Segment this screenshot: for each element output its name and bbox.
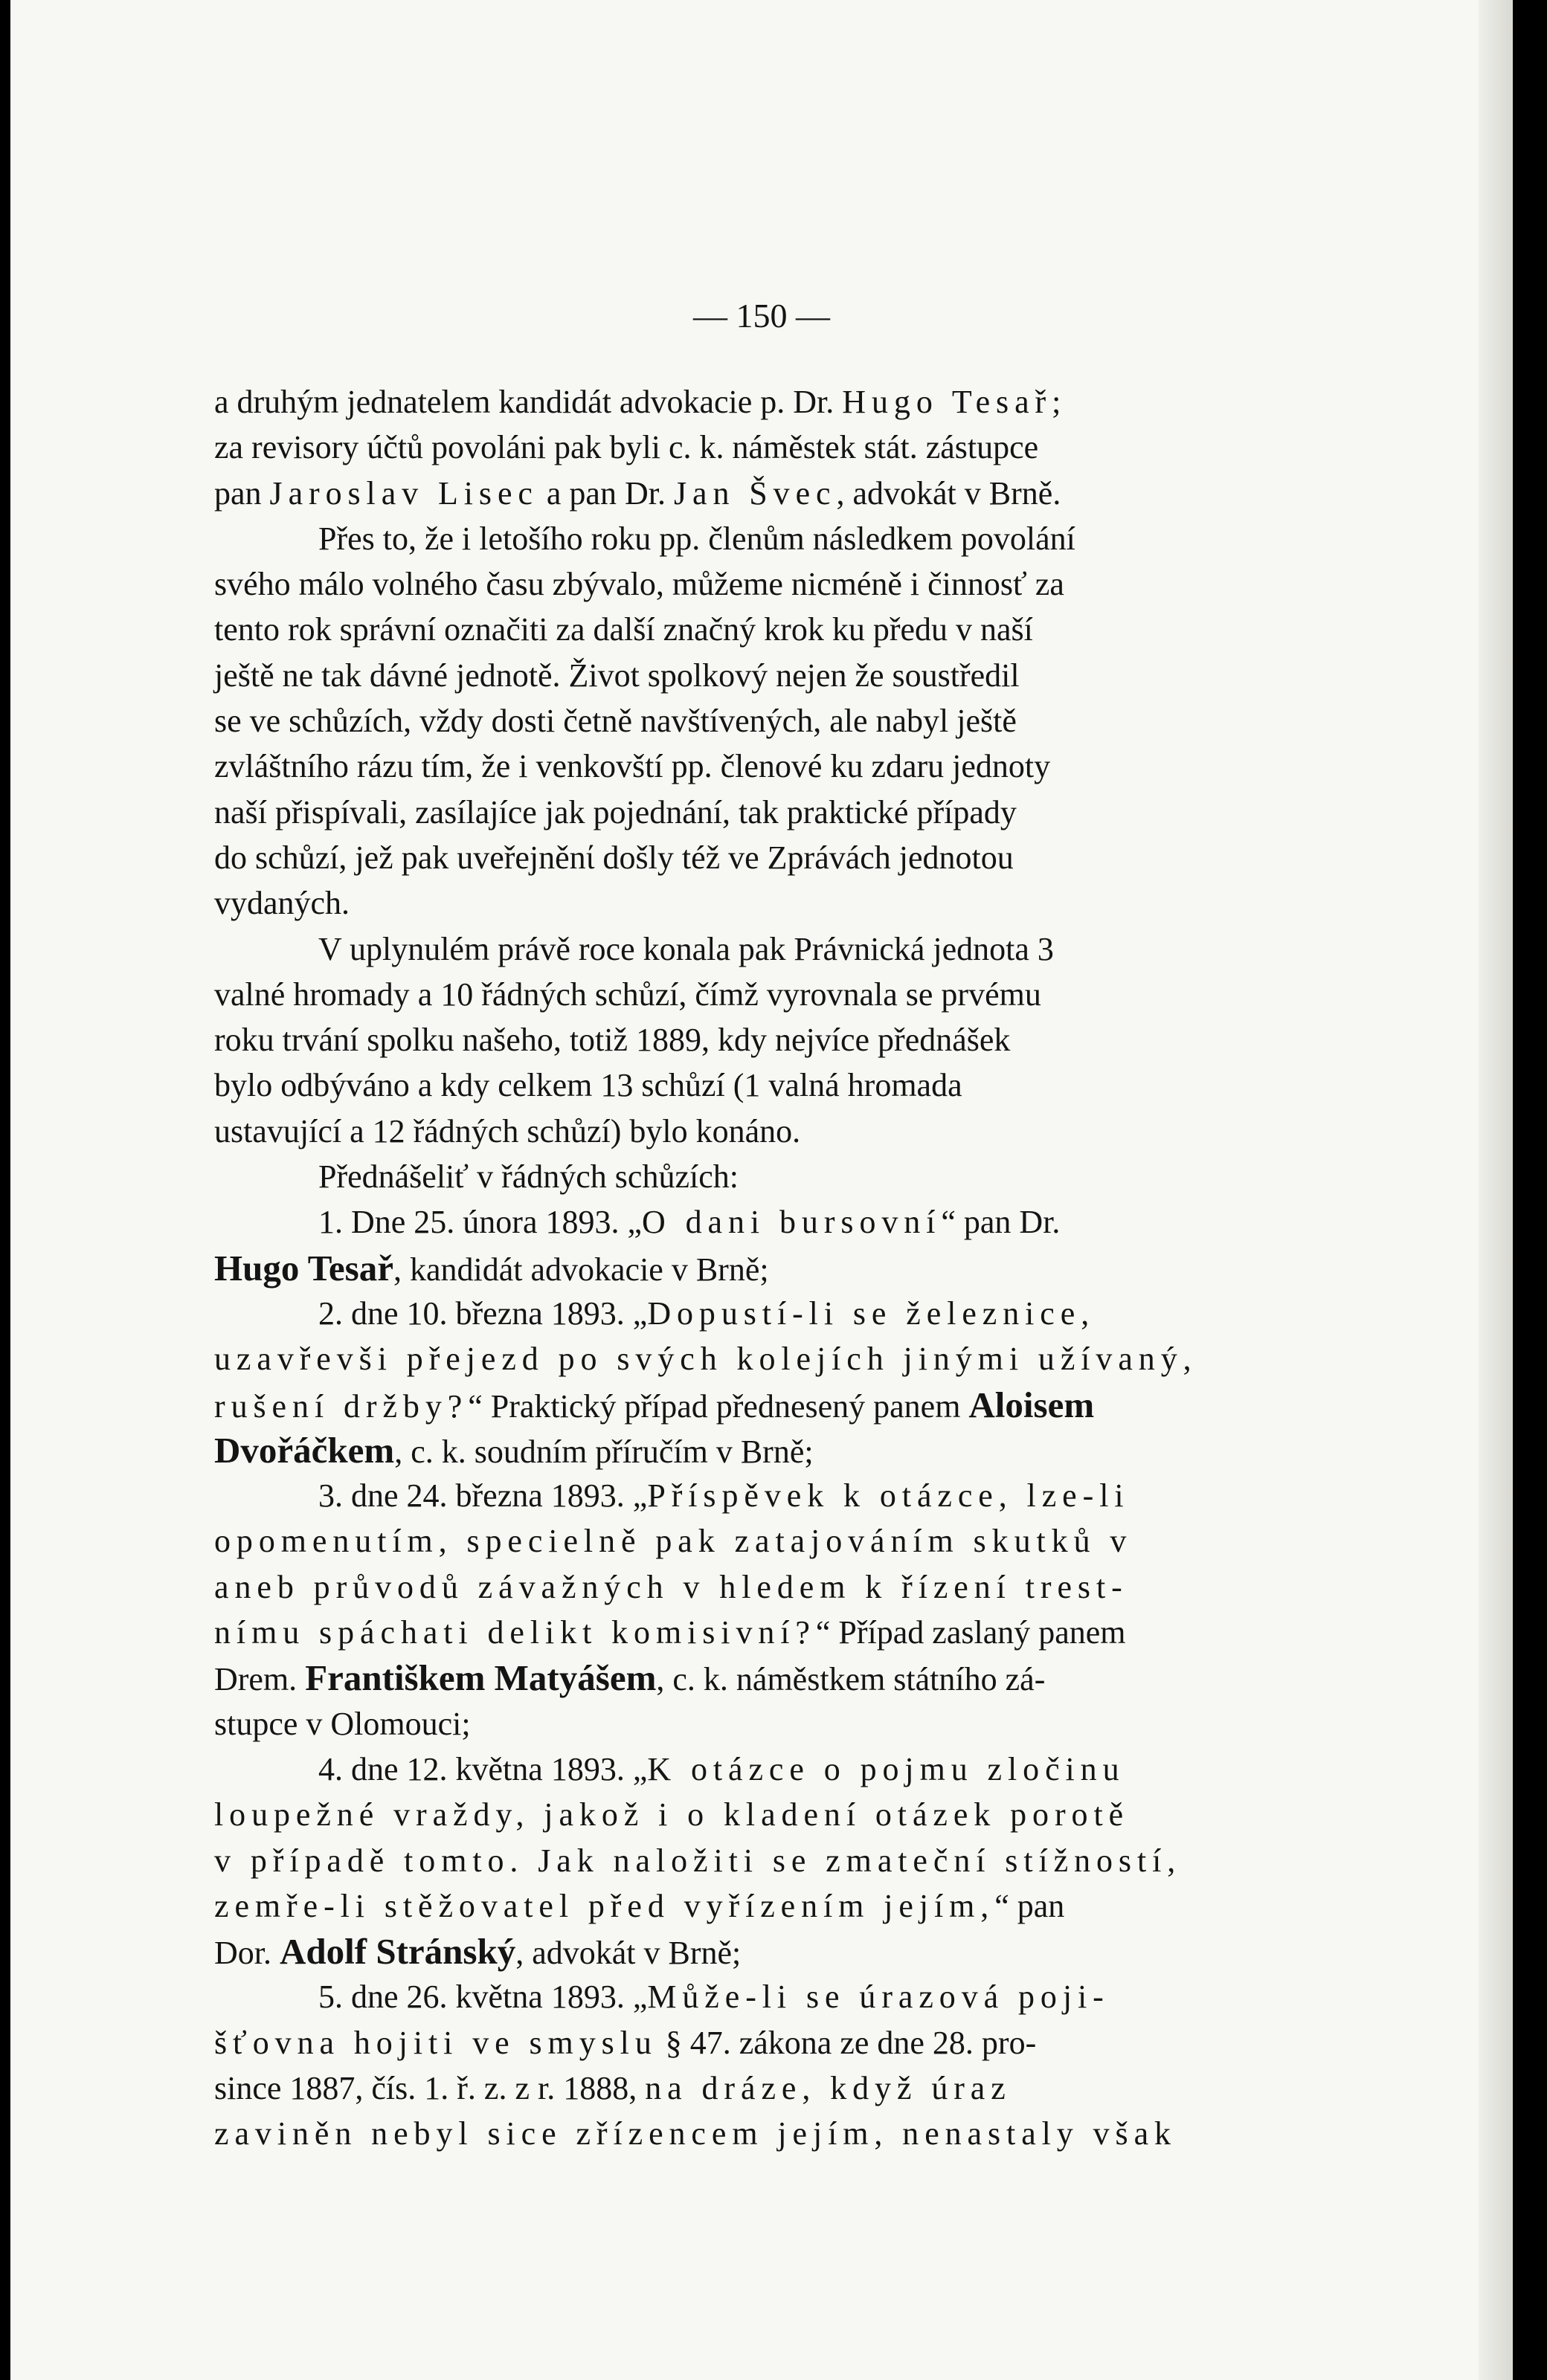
text-line [214,516,1330,561]
text-run: ; [1052,384,1061,420]
text-line [214,1017,1330,1062]
text-run: “ Případ zaslaný panem [815,1614,1126,1651]
text-run: since 1887, čís. 1. ř. z. z r. 1888, [214,2069,646,2106]
spaced-title: Dopustí-li se železnice, [647,1294,1096,1332]
book-page [10,0,1513,2380]
text-run: bylo odbýváno a kdy celkem 13 schůzí (1 valná hromada [214,1067,962,1104]
text-run: , c. k. soudním příručím v Brně; [394,1433,814,1470]
text-run: svého málo volného času zbývalo, můžeme nicméně i činnosť za [214,566,1064,603]
text-line [214,1610,1330,1655]
text-line [214,1929,1330,1974]
text-line [214,744,1330,789]
spaced-title: O dani bursovní [642,1204,942,1241]
spaced-title: Jaroslav Lisec [269,474,538,512]
text-run: ještě ne tak dávné jednotě. Život spolkový nejen že soustředil [214,657,1020,694]
text-line [214,1109,1330,1154]
spaced-title: Hugo Tesař [842,384,1052,420]
text-line [214,2111,1330,2156]
text-line [214,607,1330,652]
text-line [214,1747,1330,1792]
text-run: Drem. [214,1661,306,1698]
text-run: a druhým jednatelem kandidát advokacie p. Dr. [214,384,843,420]
bold-name: Dvořáčkem [214,1429,395,1471]
text-run: V uplynulém právě roce konala pak Právnická jednota 3 [318,930,1054,967]
text-run: 2. dne 10. března 1893. „ [318,1294,648,1332]
text-run: Přes to, že i letošího roku pp. členům následkem povolání [318,520,1075,557]
text-run: , advokát v Brně. [836,474,1061,512]
text-line [214,379,1330,425]
text-line [214,1154,1330,1199]
text-line [214,1883,1330,1929]
text-line [214,1199,1330,1245]
text-run: 4. dne 12. května 1893. „ [318,1750,648,1787]
text-run: 3. dne 24. března 1893. „ [318,1477,648,1515]
text-run: ustavující a 12 řádných schůzí) bylo konáno. [214,1112,801,1149]
text-line [214,926,1330,972]
text-line [214,1701,1330,1747]
spaced-title: Příspěvek k otázce, lze-li [647,1477,1130,1515]
text-run: “ pan [994,1887,1065,1924]
text-run: pan [214,474,270,512]
text-line [214,1792,1330,1837]
text-run: Dor. [214,1935,280,1972]
text-line [214,1974,1330,2019]
text-line [214,561,1330,607]
text-run: valné hromady a 10 řádných schůzí, čímž vyrovnala se prvému [214,975,1041,1013]
spaced-title: Může-li se úrazová poji- [647,1979,1110,2016]
text-line [214,1473,1330,1518]
spaced-title: loupežné vraždy, jakož i o kladení otázek porotě [214,1796,1130,1834]
text-run: a pan Dr. [538,474,674,512]
text-run: stupce v Olomouci; [214,1705,471,1742]
bold-name: Hugo Tesař [214,1247,393,1289]
spaced-title: v případě tomto. Jak naložiti se zmateční stížností, [214,1842,1182,1879]
text-line [214,1518,1330,1564]
text-run: , kandidát advokacie v Brně; [393,1251,769,1288]
text-run: naší přispívali, zasílajíce jak pojednání, tak praktické případy [214,793,1017,831]
text-line [214,2020,1330,2065]
text-run: 1. Dne 25. února 1893. „ [318,1204,643,1241]
text-run: vydaných. [214,885,350,922]
text-line [214,1062,1330,1108]
text-line [214,653,1330,698]
text-line [214,880,1330,926]
text-line [214,1291,1330,1336]
text-run: § 47. zákona ze dne 28. pro- [657,2024,1037,2061]
spaced-title: zaviněn nebyl sice zřízencem jejím, nenastaly však [214,2115,1177,2152]
text-run: Přednášeliť v řádných schůzích: [318,1158,739,1196]
spaced-title: opomenutím, specielně pak zatajováním skutků v [214,1523,1133,1560]
text-run: se ve schůzích, vždy dosti četně navštívených, ale nabyl ještě [214,703,1017,740]
text-line [214,835,1330,880]
page-number: — 150 — [693,297,830,335]
bold-name: Adolf Stránský [280,1931,516,1973]
spaced-title: nímu spáchati delikt komisivní? [214,1614,816,1651]
text-run: , advokát v Brně; [515,1935,742,1972]
text-line [214,1428,1330,1473]
text-run: 5. dne 26. května 1893. „ [318,1979,648,2016]
text-line [214,1245,1330,1291]
text-line [214,425,1330,470]
spaced-title: aneb průvodů závažných v hledem k řízení trest- [214,1568,1128,1605]
text-line [214,2065,1330,2111]
text-line [214,1336,1330,1381]
text-run: za revisory účtů povoláni pak byli c. k. náměstek stát. zástupce [214,429,1039,466]
text-line [214,698,1330,744]
text-run: “ pan Dr. [941,1204,1061,1241]
text-run: , c. k. náměstkem státního zá- [656,1661,1046,1698]
scan-edge [1479,0,1513,2380]
text-line [214,972,1330,1017]
spaced-title: Jan Švec [673,474,837,512]
text-line [214,1838,1330,1883]
text-run: zvláštního rázu tím, že i venkovští pp. členové ku zdaru jednoty [214,748,1051,785]
text-line [214,471,1330,516]
text-run: roku trvání spolku našeho, totiž 1889, kdy nejvíce přednášek [214,1022,1011,1059]
spaced-title: šťovna hojiti ve smyslu [214,2024,657,2061]
spaced-title: na dráze, když úraz [645,2069,1012,2106]
text-line [214,1655,1330,1700]
spaced-title: K otázce o pojmu zločinu [647,1750,1125,1787]
text-run: tento rok správní označiti za další značný krok ku předu v naší [214,611,1033,648]
body-text [214,379,1330,2157]
spaced-title: uzavřevši přejezd po svých kolejích jinými užívaný, [214,1341,1197,1378]
text-line [214,790,1330,835]
bold-name: Františkem Matyášem [305,1657,657,1699]
spaced-title: zemře-li stěžovatel před vyřízením jejím, [214,1887,995,1924]
spaced-title: rušení držby? [214,1387,469,1425]
text-line [214,1382,1330,1428]
bold-name: Aloisem [968,1384,1095,1425]
text-run: “ Praktický případ přednesený panem [468,1387,969,1425]
text-line [214,1564,1330,1610]
text-run: do schůzí, jež pak uveřejněnί došly též ve Zprávách jednotou [214,839,1014,876]
